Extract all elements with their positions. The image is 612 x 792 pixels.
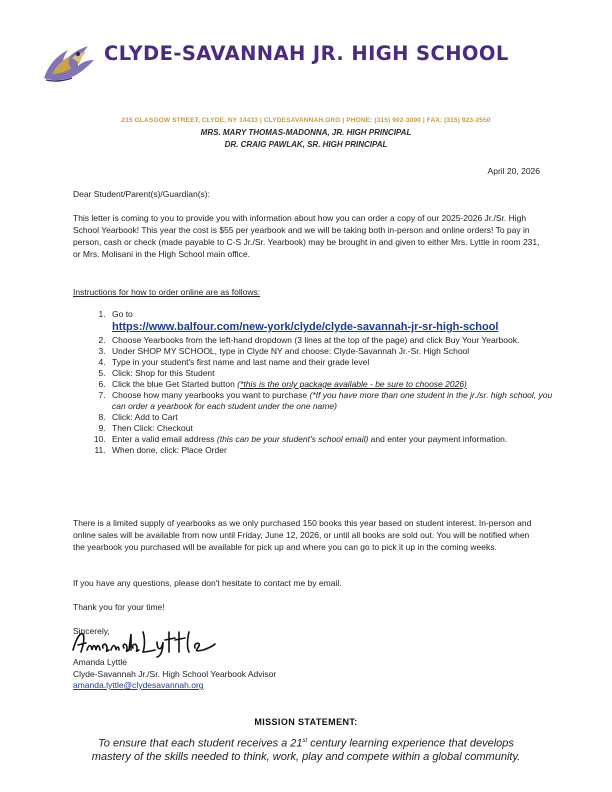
step-10-note: (this can be your student's school email) <box>216 434 369 444</box>
step-1-text: Go to <box>112 309 133 319</box>
mission-text-a: To ensure that each student receives a 21 <box>98 737 303 750</box>
mission-text-b: century learning experience that develops mastery of the skills needed to think, work, play and compete within a global community. <box>91 737 521 763</box>
greeting: Dear Student/Parent(s)/Guardian(s): <box>73 189 211 199</box>
jr-high-principal: MRS. MARY THOMAS-MADONNA, JR. HIGH PRINCIPAL <box>200 128 412 137</box>
intro-paragraph: This letter is coming to you to provide you with information about how you can order a copy of our 2025-2026 Jr./Sr. High School Yearbook! This year the cost is $55 per yearbook and we will be taking both in-person and online orders! To pay in person, cash or check (made payable to C-S Jr./Sr. Yearbook) may be brought in and given to either Mrs. Lyttle in room 231, or Mrs. Molisani in the High School main office. <box>73 213 540 259</box>
step-5: 5. Click: Shop for this Student <box>108 368 558 379</box>
step-11: 11. When done, click: Place Order <box>108 445 558 456</box>
step-10-text-a: Enter a valid email address <box>112 434 215 444</box>
step-8: 8. Click: Add to Cart <box>108 412 558 423</box>
step-6 <box>108 379 558 390</box>
step-7-text: Choose how many yearbooks you want to purchase <box>112 390 308 400</box>
letter-date: April 20, 2026 <box>487 166 540 176</box>
mission-title: MISSION STATEMENT: <box>254 717 358 727</box>
step-10-text-b: and enter your payment information. <box>370 434 508 444</box>
step-10 <box>108 434 558 445</box>
mission-sup: st <box>302 738 308 744</box>
signature-image <box>69 628 219 658</box>
step-4: 4. Type in your student's first name and last name and their grade level <box>108 357 558 368</box>
sr-high-principal: DR. CRAIG PAWLAK, SR. HIGH PRINCIPAL <box>224 140 388 149</box>
step-3: 3. Under SHOP MY SCHOOL, type in Clyde NY and choose: Clyde-Savannah Jr.-Sr. High School <box>108 346 558 357</box>
step-6-text: Click the blue Get Started button <box>112 379 235 389</box>
balfour-order-link[interactable]: https://www.balfour.com/new-york/clyde/clyde-savannah-jr-sr-high-school <box>112 321 499 333</box>
signer-email-link[interactable]: amanda.lyttle@clydesavannah.org <box>73 680 204 690</box>
step-7 <box>108 390 558 412</box>
questions-line: If you have any questions, please don't hesitate to contact me by email. <box>73 578 342 588</box>
school-address: 215 GLASGOW STREET, CLYDE, NY 14433 | CLYDESAVANNAH.ORG | PHONE: (315) 902-3000 | FAX: (315) 923-2550 <box>121 117 491 124</box>
signer-name: Amanda Lyttle <box>73 657 128 667</box>
signer-title: Clyde-Savannah Jr./Sr. High School Yearbook Advisor <box>73 668 277 679</box>
school-name: CLYDE-SAVANNAH JR. HIGH SCHOOL <box>104 42 509 65</box>
eagle-logo-icon <box>38 40 96 84</box>
step-9: 9. Then Click: Checkout <box>108 423 558 434</box>
mission-statement <box>86 735 526 764</box>
step-6-note: (*this is the only package available - be sure to choose 2026) <box>237 379 467 389</box>
step-1 <box>108 309 558 335</box>
supply-paragraph: There is a limited supply of yearbooks as we only purchased 150 books this year based on student interest. In-person and online sales will be available from now until Friday, June 12, 2026, or until all books are sold out. You will be notified when the yearbook you purchased will be available for pick up and where you can go to pick it up in the coming weeks. <box>73 518 532 552</box>
order-steps-list <box>90 309 558 456</box>
step-2: 2. Choose Yearbooks from the left-hand dropdown (3 lines at the top of the page) and click Buy Your Yearbook. <box>108 335 558 346</box>
step-7-note: (*If you have more than one student in the jr./sr. high school, you can order a yearbook for each student under the one name) <box>112 390 553 411</box>
signature-block <box>73 657 276 692</box>
instructions-heading: Instructions for how to order online are as follows: <box>73 287 261 297</box>
closing: Sincerely, <box>73 626 110 636</box>
thanks-line: Thank you for your time! <box>73 602 165 612</box>
